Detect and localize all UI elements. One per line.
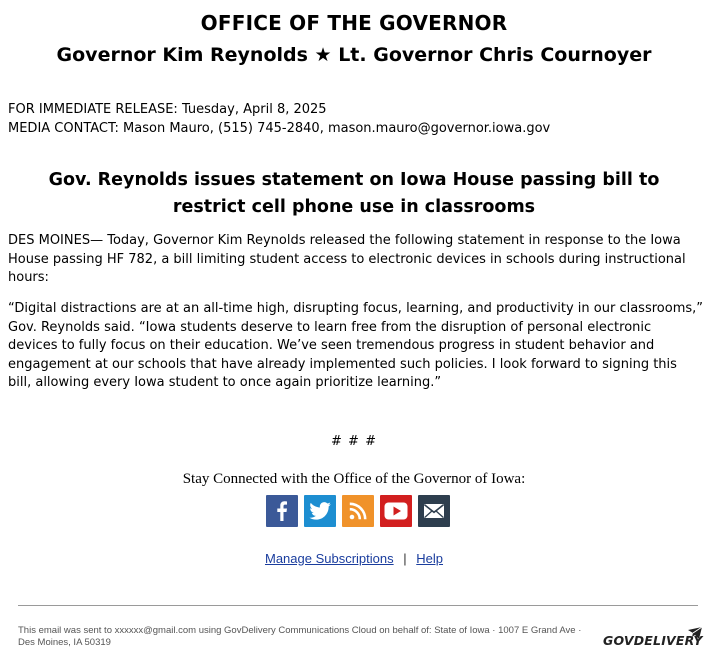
help-link[interactable]: Help — [416, 551, 444, 566]
media-contact: MEDIA CONTACT: Mason Mauro, (515) 745-2840, mason.mauro@governor.iowa.gov — [8, 121, 551, 136]
headline: Gov. Reynolds issues statement on Iowa House passing bill to restrict cell phone use in classrooms — [48, 170, 660, 217]
twitter-icon — [309, 502, 331, 520]
email-button[interactable] — [418, 495, 450, 527]
rss-button[interactable] — [342, 495, 374, 527]
email-icon — [423, 502, 445, 520]
social-buttons — [266, 495, 450, 527]
twitter-button[interactable] — [304, 495, 336, 527]
govdelivery-logo[interactable] — [603, 626, 701, 650]
envelope-swoosh-icon — [687, 626, 703, 640]
link-separator: | — [403, 551, 407, 566]
release-meta — [8, 100, 550, 138]
manage-subscriptions-link[interactable]: Manage Subscriptions — [264, 551, 394, 566]
youtube-button[interactable] — [380, 495, 412, 527]
footer-notice: This email was sent to xxxxxx@gmail.com using GovDelivery Communications Cloud on behalf of: State of Iowa · 1007 E Grand Ave · Des Moines, IA 50319 — [18, 625, 582, 648]
facebook-button[interactable] — [266, 495, 298, 527]
facebook-icon — [273, 501, 291, 521]
youtube-icon — [384, 502, 408, 520]
rss-icon — [349, 502, 367, 520]
subscription-links — [0, 551, 708, 566]
governors-line: Governor Kim Reynolds ★ Lt. Governor Chris Cournoyer — [56, 44, 652, 66]
govdelivery-logo-text: GOVDELIVERY — [603, 633, 703, 648]
footer-divider — [18, 605, 698, 606]
paragraph-quote: “Digital distractions are at an all-time high, disrupting focus, learning, and productivity in our classrooms,” Gov. Reynolds said. “Iowa students deserve to learn free from the disruption of personal electronic devices to fully focus on their education. We’ve seen tremendous progress in student behavior and engagement at our schools that have already implemented such policies. I look forward to signing this bill, allowing every Iowa student to once again prioritize learning.” — [8, 301, 703, 390]
paragraph-intro: DES MOINES— Today, Governor Kim Reynolds released the following statement in response to the Iowa House passing HF 782, a bill limiting student access to electronic devices in schools during instructional hours: — [8, 233, 686, 285]
stay-connected-heading: Stay Connected with the Office of the Governor of Iowa: — [182, 471, 526, 487]
end-mark: # # # — [331, 434, 377, 449]
release-date: FOR IMMEDIATE RELEASE: Tuesday, April 8, 2025 — [8, 102, 327, 117]
office-title: OFFICE OF THE GOVERNOR — [200, 11, 508, 35]
